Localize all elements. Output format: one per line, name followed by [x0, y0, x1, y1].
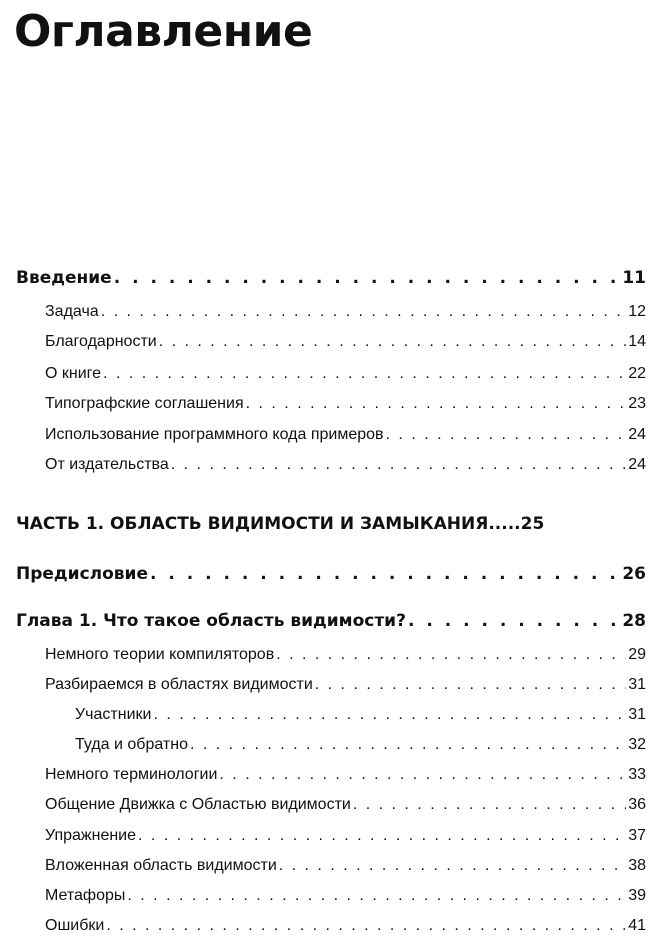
toc-entry-typography[interactable]	[45, 395, 646, 413]
dot-leader	[138, 827, 626, 845]
toc-entry-part-1[interactable]	[16, 514, 646, 534]
toc-entry-page: 41	[628, 917, 646, 934]
dot-leader	[386, 426, 627, 444]
toc-entry-preface[interactable]	[16, 564, 646, 584]
toc-entry-page: 26	[622, 564, 646, 584]
dot-leader	[315, 676, 626, 694]
dot-leader	[150, 564, 620, 584]
toc-entry-metaphors[interactable]	[45, 887, 646, 905]
toc-entry-title: Разбираемся в областях видимости	[45, 676, 313, 693]
dot-leader	[276, 646, 626, 664]
dot-leader	[103, 365, 626, 383]
toc-entry-title: Задача	[45, 303, 99, 320]
toc-entry-page: 31	[628, 706, 646, 723]
toc-entry-page: 24	[628, 426, 646, 443]
toc-entry-page: 22	[628, 365, 646, 382]
dot-leader	[114, 268, 621, 288]
toc-entry-page: 24	[628, 456, 646, 473]
toc-entry-acknowledgements[interactable]	[45, 333, 646, 351]
toc-entry-title: Благодарности	[45, 333, 157, 350]
toc-entry-page: 12	[628, 303, 646, 320]
toc-entry-errors[interactable]	[45, 917, 646, 935]
dot-leader	[279, 857, 626, 875]
toc-entry-exercise[interactable]	[45, 827, 646, 845]
toc-entry-title: Немного теории компиляторов	[45, 646, 275, 663]
toc-entry-title: Типографские соглашения	[45, 395, 244, 412]
dot-leader	[127, 887, 626, 905]
toc-entry-title: Предисловие	[16, 564, 148, 584]
toc-entry-title: Метафоры	[45, 887, 126, 904]
toc-entry-title: Туда и обратно	[75, 736, 188, 753]
toc-entry-introduction[interactable]	[16, 268, 646, 288]
toc-entry-page: 36	[628, 796, 646, 813]
toc-entry-page: 32	[628, 736, 646, 753]
toc-entry-terminology[interactable]	[45, 766, 646, 784]
toc-entry-title: Использование программного кода примеров	[45, 426, 384, 443]
toc-entry-title: Участники	[75, 706, 152, 723]
dot-leader	[106, 917, 626, 935]
toc-entry-engine-scope-conversation[interactable]	[45, 796, 646, 814]
dot-leader	[190, 736, 626, 754]
dot-leader	[353, 796, 626, 814]
dot-leader	[153, 706, 626, 724]
toc-entry-nested-scope[interactable]	[45, 857, 646, 875]
toc-entry-title: Вложенная область видимости	[45, 857, 277, 874]
toc-entry-about-book[interactable]	[45, 365, 646, 383]
toc-entry-page: 33	[628, 766, 646, 783]
dot-leader	[101, 303, 627, 321]
toc-entry-title: ЧАСТЬ 1. ОБЛАСТЬ ВИДИМОСТИ И ЗАМЫКАНИЯ.....25	[16, 514, 545, 534]
toc-entry-understanding-scope[interactable]	[45, 676, 646, 694]
dot-leader	[171, 456, 626, 474]
toc-entry-page: 31	[628, 676, 646, 693]
toc-entry-page: 11	[622, 268, 646, 288]
dot-leader	[408, 611, 620, 631]
toc-entry-page: 37	[628, 827, 646, 844]
toc-entry-page: 23	[628, 395, 646, 412]
page-title: Оглавление	[14, 6, 313, 57]
toc-entry-page: 28	[622, 611, 646, 631]
toc-entry-title: Глава 1. Что такое область видимости?	[16, 611, 406, 631]
toc-entry-chapter-1[interactable]	[16, 611, 646, 631]
toc-entry-page: 38	[628, 857, 646, 874]
toc-entry-title: О книге	[45, 365, 102, 382]
toc-entry-code-examples[interactable]	[45, 426, 646, 444]
toc-entry-compiler-theory[interactable]	[45, 646, 646, 664]
toc-entry-title: От издательства	[45, 456, 169, 473]
toc-entry-title: Немного терминологии	[45, 766, 218, 783]
toc-entry-back-and-forth[interactable]	[75, 736, 646, 754]
dot-leader	[246, 395, 627, 413]
toc-entry-publisher[interactable]	[45, 456, 646, 474]
toc-entry-page: 29	[628, 646, 646, 663]
toc-entry-title: Общение Движка с Областью видимости	[45, 796, 351, 813]
toc-entry-title: Введение	[16, 268, 112, 288]
toc-entry-title: Упражнение	[45, 827, 137, 844]
dot-leader	[219, 766, 626, 784]
toc-entry-page: 39	[628, 887, 646, 904]
toc-entry-participants[interactable]	[75, 706, 646, 724]
toc-entry-title: Ошибки	[45, 917, 105, 934]
toc-entry-task[interactable]	[45, 303, 646, 321]
toc-entry-page: 14	[628, 333, 646, 350]
dot-leader	[159, 333, 626, 351]
